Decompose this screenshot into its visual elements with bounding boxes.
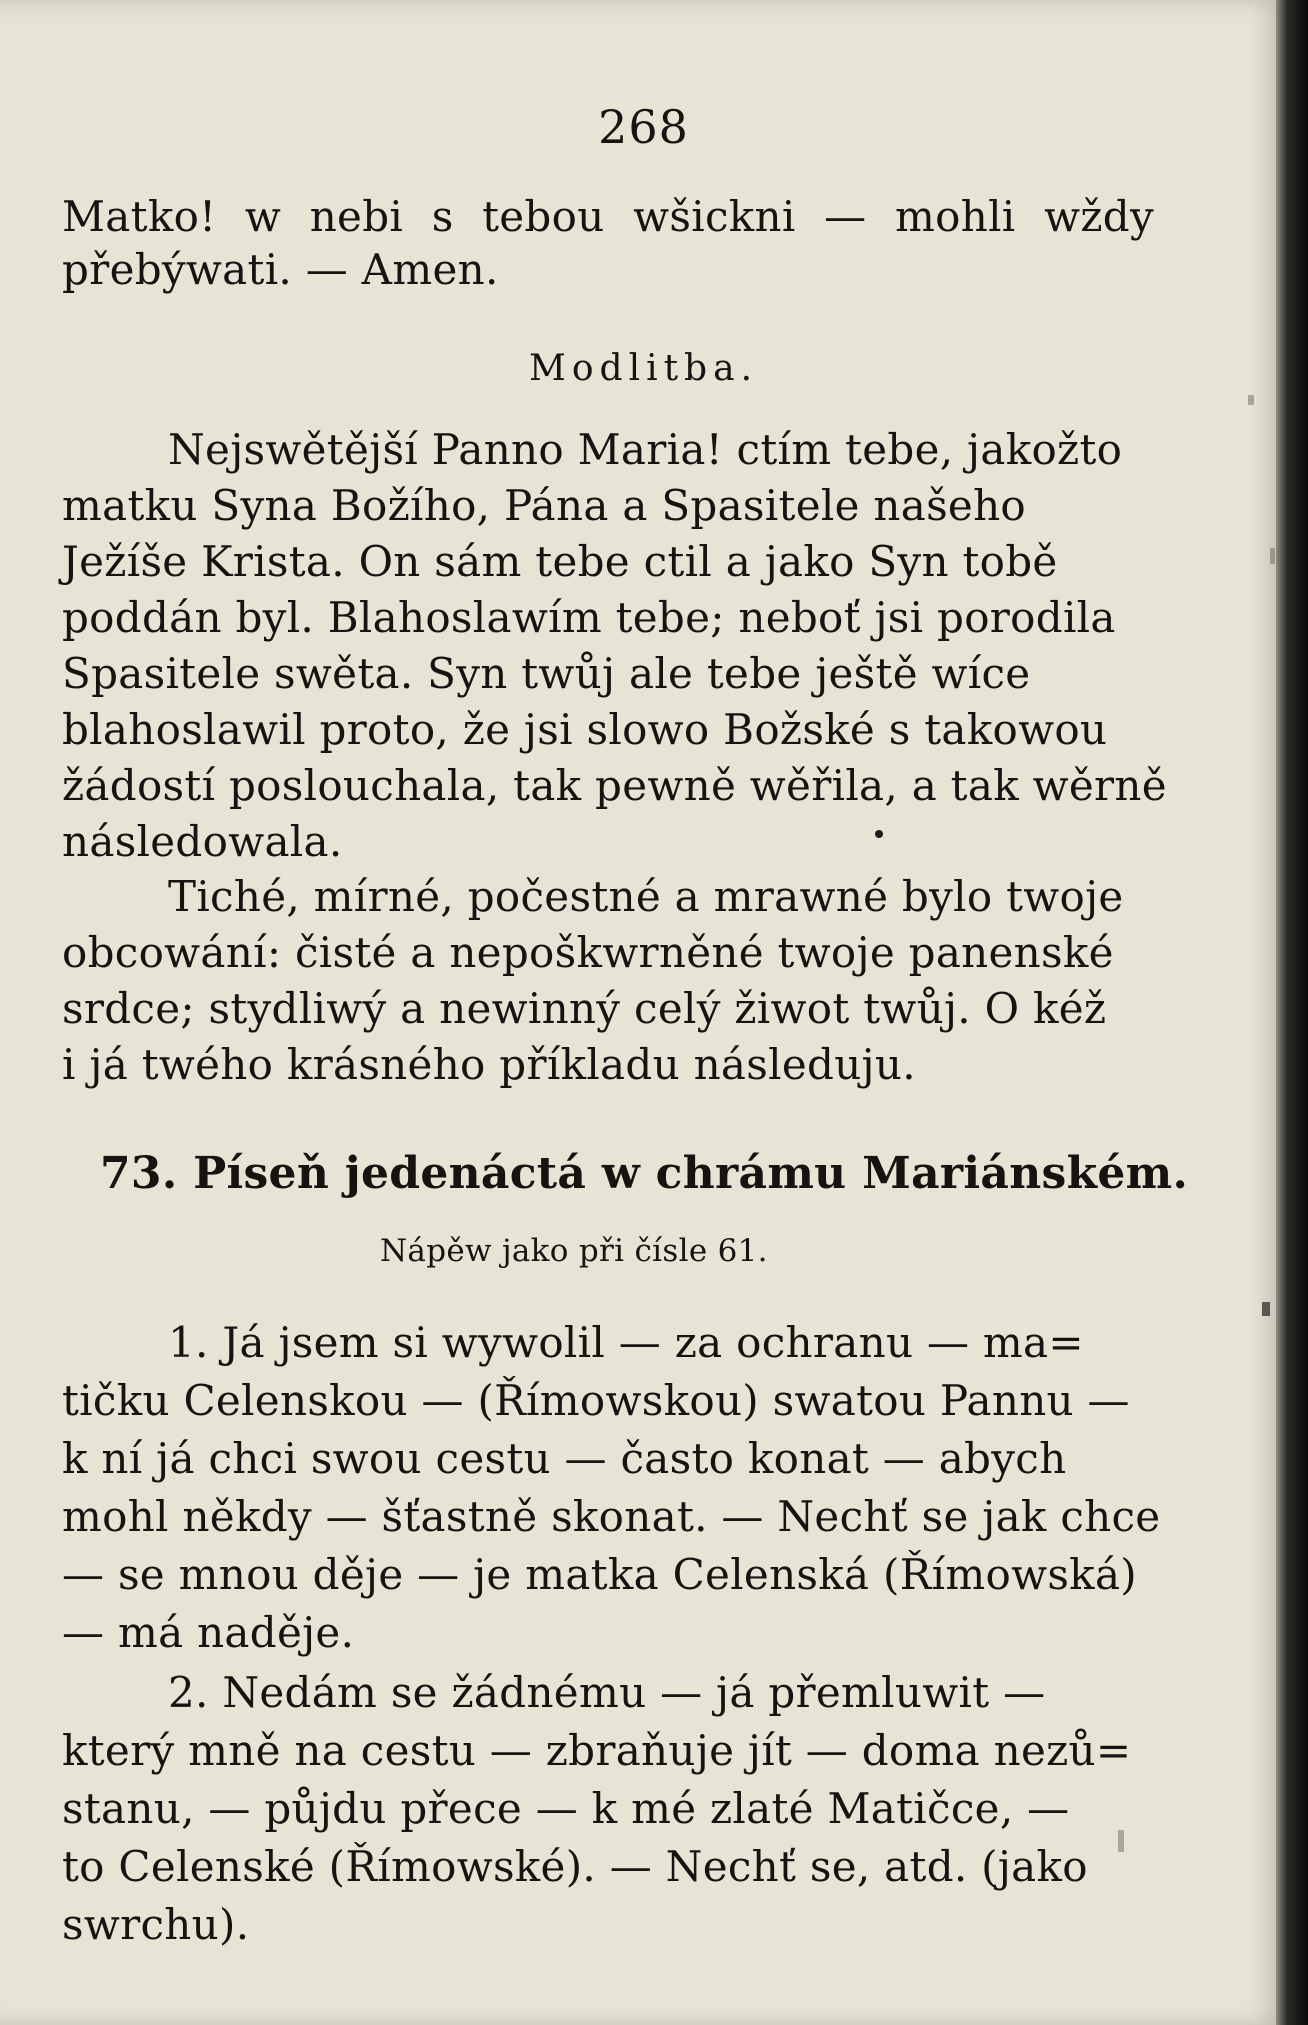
word: mohli xyxy=(895,192,1016,241)
text-line: Ježíše Krista. On sám tebe ctil a jako Syn tobě xyxy=(62,537,1058,586)
text-line: následowala. xyxy=(62,817,343,866)
text-line: poddán byl. Blahoslawím tebe; neboť jsi porodila xyxy=(62,593,1116,642)
word: nebi xyxy=(309,192,404,241)
binding-edge xyxy=(1276,0,1308,2025)
text-line: swrchu). xyxy=(62,1900,250,1949)
text-line: to Celenské (Římowské). — Nechť se, atd. (jako xyxy=(62,1842,1088,1891)
text-line: 1. Já jsem si wywolil — za ochranu — ma= xyxy=(168,1318,1084,1367)
text-line: blahoslawil proto, že jsi slowo Božské s takowou xyxy=(62,705,1108,754)
text-line: přebýwati. — Amen. xyxy=(62,245,499,294)
hymn-heading: 73. Píseň jedenáctá w chrámu Mariánském. xyxy=(100,1148,1189,1199)
text-line: srdce; stydliwý a newinný celý žiwot twůj. O kéž xyxy=(62,984,1107,1033)
ink-speck xyxy=(1270,548,1275,564)
text-line xyxy=(62,192,1154,241)
ink-speck xyxy=(875,830,883,838)
word: Matko! xyxy=(62,192,217,241)
text-line: i já twého krásného příkladu následuju. xyxy=(62,1040,916,1089)
word: tebou xyxy=(482,192,605,241)
word: s xyxy=(431,192,454,241)
ink-speck xyxy=(1118,1830,1124,1852)
text-line: 2. Nedám se žádnému — já přemluwit — xyxy=(168,1668,1046,1717)
text-line: tičku Celenskou — (Římowskou) swatou Pannu — xyxy=(62,1376,1130,1425)
text-line: Nejswětější Panno Maria! ctím tebe, jakožto xyxy=(168,425,1123,474)
text-line: Tiché, mírné, počestné a mrawné bylo twoje xyxy=(168,872,1124,921)
ink-speck xyxy=(1262,1302,1270,1316)
word: wždy xyxy=(1044,192,1154,241)
text-line: obcowání: čisté a nepoškwrněné twoje panenské xyxy=(62,928,1114,977)
text-line: který mně na cestu — zbraňuje jít — doma nezů= xyxy=(62,1726,1132,1775)
page-number: 268 xyxy=(598,100,689,154)
text-line: Spasitele swěta. Syn twůj ale tebe ještě wíce xyxy=(62,649,1031,698)
ink-speck xyxy=(1248,395,1254,405)
text-line: stanu, — půjdu přece — k mé zlaté Matičce, — xyxy=(62,1784,1070,1833)
word: w xyxy=(244,192,282,241)
text-line: k ní já chci swou cestu — často konat — abych xyxy=(62,1434,1067,1483)
text-line: — se mnou děje — je matka Celenská (Římowská) xyxy=(62,1550,1137,1599)
word: — xyxy=(824,192,867,241)
prayer-title: Modlitba. xyxy=(528,348,759,389)
word: wšickni xyxy=(633,192,796,241)
text-line: matku Syna Božího, Pána a Spasitele našeho xyxy=(62,481,1027,530)
text-line: mohl někdy — šťastně skonat. — Nechť se jak chce xyxy=(62,1492,1161,1541)
hymn-melody: Nápěw jako při čísle 61. xyxy=(380,1233,768,1269)
text-line: — má naděje. xyxy=(62,1608,355,1657)
text-line: žádostí poslouchala, tak pewně wěřila, a tak wěrně xyxy=(62,761,1167,810)
